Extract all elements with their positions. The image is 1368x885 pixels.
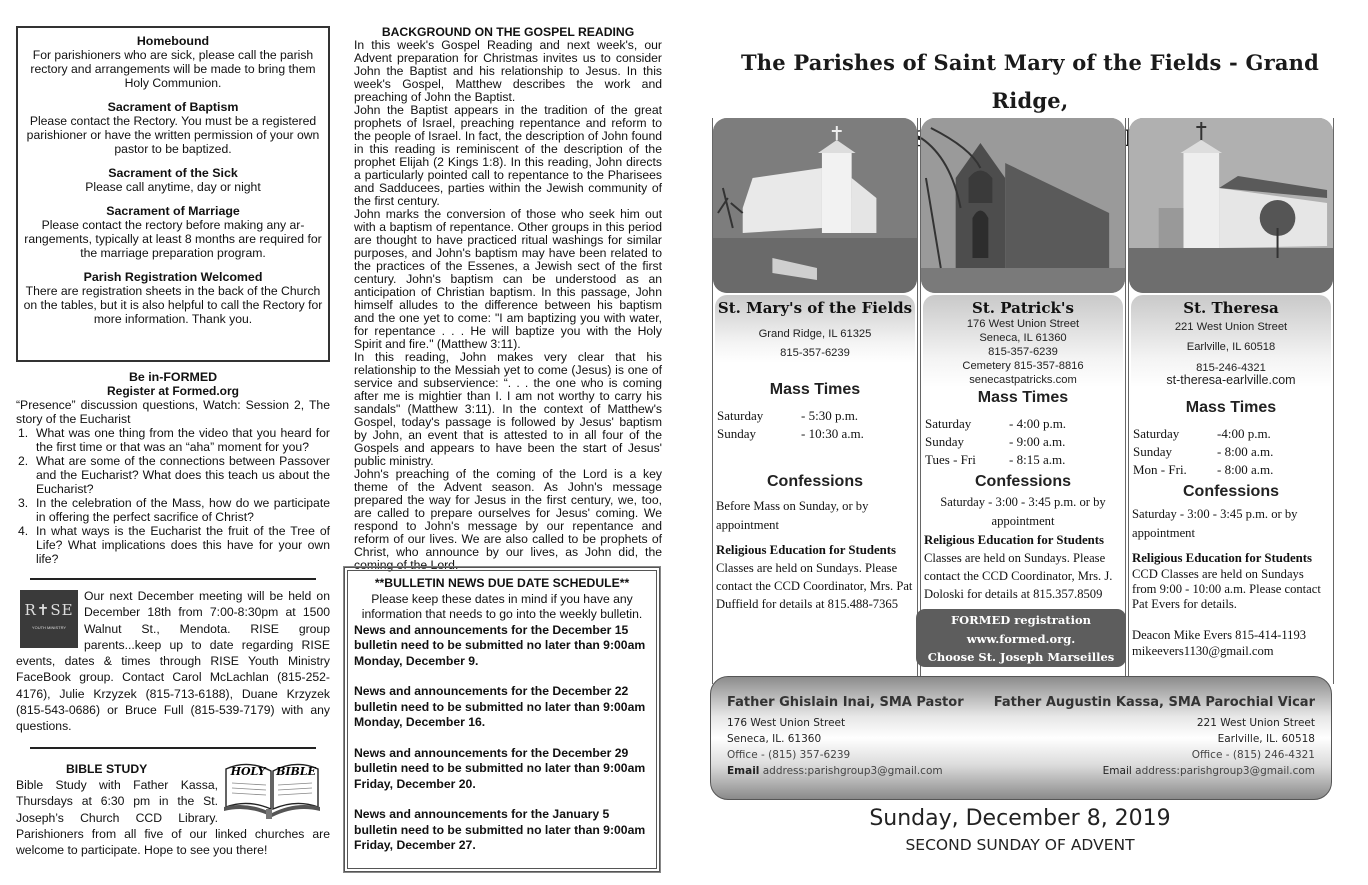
parish-phone: 815-246-4321 xyxy=(1196,362,1266,374)
mass-time: - 10:30 a.m. xyxy=(801,426,864,441)
divider xyxy=(30,578,316,580)
mass-day: Sunday xyxy=(925,434,964,449)
marriage-text: Please contact the rectory before making any ar-rangements, typically at least 8 months are required for the marriage preparation program. xyxy=(24,218,322,260)
church-icon xyxy=(921,118,1125,293)
church-icon xyxy=(1129,118,1333,293)
question-item xyxy=(16,426,330,454)
gospel-background-title: BACKGROUND ON THE GOSPEL READING xyxy=(381,25,635,39)
vicar-email[interactable]: address:parishgroup3@gmail.com xyxy=(1131,765,1315,777)
bulletin-title: **BULLETIN NEWS DUE DATE SCHEDULE** xyxy=(374,576,630,590)
pastor-street: 176 West Union Street xyxy=(727,717,846,729)
vicar-contact xyxy=(994,695,1315,779)
question-number: 4. xyxy=(18,524,29,538)
confessions-title: Confessions xyxy=(766,473,863,490)
religious-education-text: Classes are held on Sundays. Please contact the CCD Coordinator, Mrs. Pat Duffield for details at 815.488-7365 xyxy=(716,561,913,611)
parish-name-band xyxy=(923,295,1123,387)
parish-st-marys xyxy=(712,118,918,684)
question-text: In what ways is the Eucharist the fruit of the Tree of Life? What implications does this have for your own life? xyxy=(36,524,330,566)
mass-day: Saturday xyxy=(717,408,764,423)
st-patricks-church-photo xyxy=(921,118,1125,293)
deacon-contact: Deacon Mike Evers 815-414-1193 xyxy=(1132,628,1307,642)
homebound-text: For parishioners who are sick, please call the parish rectory and arrangements will be made to bring them Holy Communion. xyxy=(30,48,316,90)
formed-url[interactable]: www.formed.org. xyxy=(966,631,1076,646)
mass-times-title: Mass Times xyxy=(977,389,1069,406)
mass-day: Tues - Fri xyxy=(925,452,976,467)
mass-day: Saturday xyxy=(1133,426,1180,441)
question-text: What are some of the connections between Passover and the Eucharist? What does this teach us about the Eucharist? xyxy=(36,454,330,496)
confessions-text: Saturday - 3:00 - 3:45 p.m. or by appointment xyxy=(940,495,1106,528)
parish-name: St. Mary's of the Fields xyxy=(717,299,913,317)
rise-text: Our next December meeting will be held on December 18th from 7:00-8:30pm at 1500 Walnut St., Mendota. RISE group parents...keep up to date regarding RISE events, dates & times through RISE Youth Ministry FaceBook group. Contact Carol McLachlan (815-252-4176), Julie Krzyzek (815-713-6188), Duane Krzyzek (815-543-0686) or Bruce Full (815-539-7179) with any questions. xyxy=(16,589,330,734)
informed-subtitle: Register at Formed.org xyxy=(106,384,240,398)
question-text: In the celebration of the Mass, how do we participate in offering the perfect sacrifice of Christ? xyxy=(36,496,330,524)
confessions-text: Before Mass on Sunday, or by appointment xyxy=(716,499,869,532)
bulletin-deadline: News and announcements for the December 29 bulletin need to be submitted no later than 9:00am Friday, December 20. xyxy=(354,745,646,791)
mass-day: Mon - Fri. xyxy=(1133,462,1187,477)
parish-address: Grand Ridge, IL 61325 xyxy=(758,328,872,340)
parish-address: 176 West Union Street xyxy=(966,318,1080,330)
header-line-1: The Parishes of Saint Mary of the Fields - Grand Ridge, xyxy=(740,50,1320,113)
parish-name: St. Patrick's xyxy=(972,299,1074,317)
pastor-name: Father Ghislain Inai, SMA Pastor xyxy=(727,695,964,710)
rise-logo xyxy=(20,590,78,648)
parish-phone: 815-357-6239 xyxy=(988,346,1058,358)
bible-study-section xyxy=(16,761,330,859)
sick-title: Sacrament of the Sick xyxy=(108,166,238,180)
church-icon xyxy=(713,118,917,293)
st-marys-church-photo xyxy=(713,118,917,293)
question-number: 3. xyxy=(18,496,29,510)
baptism-title: Sacrament of Baptism xyxy=(107,100,239,114)
left-column xyxy=(16,26,330,858)
parish-website[interactable]: senecastpatricks.com xyxy=(969,374,1077,386)
mass-times-title: Mass Times xyxy=(769,381,861,398)
rise-logo-text: R✝SE xyxy=(24,601,74,620)
formed-line-1: FORMED registration xyxy=(950,613,1091,627)
mass-time-row xyxy=(717,425,917,443)
question-list xyxy=(16,426,330,566)
gospel-paragraph: In this week's Gospel Reading and next week's, our Advent preparation for Christmas invites us to consider John the Baptist and his relationship to Jesus. In this week's Gospel, Matthew describes the work and preaching of John the Baptist. xyxy=(354,38,662,104)
cemetery-phone: Cemetery 815-357-8816 xyxy=(962,360,1084,372)
baptism-text: Please contact the Rectory. You must be a registered parishioner or have the written permission of your own pastor to be baptized. xyxy=(26,114,320,156)
pastor-city: Seneca, IL. 61360 xyxy=(727,733,822,745)
bible-right-text: BIBLE xyxy=(276,764,316,778)
parish-phone: 815-357-6239 xyxy=(780,347,850,359)
mass-time: -4:00 p.m. xyxy=(1217,426,1271,441)
question-number: 2. xyxy=(18,454,29,468)
mass-day: Saturday xyxy=(925,416,972,431)
informed-intro: “Presence” discussion questions, Watch: Session 2, The story of the Eucharist xyxy=(16,398,330,426)
mass-time: - 5:30 p.m. xyxy=(801,408,859,423)
mass-day: Sunday xyxy=(1133,444,1172,459)
bulletin-deadline: News and announcements for the December 22 bulletin need to be submitted no later than 9:00am Monday, December 16. xyxy=(354,684,646,729)
parish-name: St. Theresa xyxy=(1183,299,1279,317)
vicar-city: Earlville, IL. 60518 xyxy=(1217,733,1315,745)
bulletin-deadline: News and announcements for the January 5 bulletin need to be submitted no later than 9:00am Friday, December 27. xyxy=(354,807,646,852)
question-item xyxy=(16,496,330,524)
marriage-title: Sacrament of Marriage xyxy=(106,204,240,218)
religious-education-text: Classes are held on Sundays. Please contact the CCD Coordinator, Mrs. J. Doloski for details at 815.357.8509 xyxy=(924,551,1113,601)
mass-time: - 8:00 a.m. xyxy=(1217,444,1274,459)
pastor-contact xyxy=(727,695,964,779)
bible-study-text: Bible Study with Father Kassa, Thursdays at 6:30 pm in the St. Joseph’s Church CCD Library. Parishioners from all five of our linked churches are welcome to participate. Hope to see you there! xyxy=(16,777,330,858)
mass-times-list xyxy=(921,415,1125,469)
mass-time: - 8:00 a.m. xyxy=(1217,462,1274,477)
bulletin-date: Sunday, December 8, 2019 xyxy=(869,806,1171,831)
rise-logo-subtext: YOUTH MINISTRY xyxy=(31,624,67,630)
mass-time-row xyxy=(925,451,1125,469)
confessions-title: Confessions xyxy=(974,473,1071,490)
gospel-paragraph: In this reading, John makes very clear that his relationship to the Messiah yet to come (Jesus) is one of service and subservience: “. . . the one who is coming after me is mightier than I. I am not worthy to carry his sandals" (Matthew 3:11). In the context of Matthew's Gospel, today's passage is followed by Jesus' baptism by John, an event that is attested to in all four of the Gospels and appears to have been the start of Jesus' public ministry. xyxy=(354,350,662,468)
bible-left-text: HOLY xyxy=(230,764,266,778)
mass-time-row xyxy=(1133,443,1333,461)
liturgical-occasion: SECOND SUNDAY OF ADVENT xyxy=(905,836,1135,854)
vicar-street: 221 West Union Street xyxy=(1196,717,1315,729)
mass-times-title: Mass Times xyxy=(1185,399,1277,416)
gospel-background-section xyxy=(354,26,662,572)
bulletin-deadline: News and announcements for the December 15 bulletin need to be submitted no later than 9:00am Monday, December 9. xyxy=(354,622,646,668)
vicar-name: Father Augustin Kassa, SMA Parochial Vicar xyxy=(993,695,1315,710)
gospel-paragraph: John marks the conversion of those who seek him out with a baptism of repentance. Other groups in this period are thought to have practiced ritual washings for similar purposes, and John's baptism may have been related to the practices of the Essenes, a Jewish sect of the first century. John's baptism can be understood as an anticipation of Christian baptism. In this passage, John himself alludes to the difference between his baptism and the one yet to come: "I am baptizing you with water, for repentance . . . He will baptize you with the Holy Spirit and fire." (Matthew 3:11). xyxy=(354,207,662,351)
mass-time-row xyxy=(925,415,1125,433)
sick-text: Please call anytime, day or night xyxy=(85,180,261,194)
email-label: Email xyxy=(1102,765,1132,777)
mass-day: Sunday xyxy=(717,426,756,441)
be-informed-section xyxy=(16,370,330,566)
rise-section xyxy=(16,588,330,735)
parish-city: Seneca, IL 61360 xyxy=(979,332,1067,344)
question-text: What was one thing from the video that you heard for the first time or that was an “aha” moment for you? xyxy=(36,426,330,454)
mass-time-row xyxy=(1133,461,1333,479)
email-label: Email xyxy=(727,765,760,777)
mass-time: - 9:00 a.m. xyxy=(1009,434,1066,449)
parish-address: 221 West Union Street xyxy=(1174,321,1288,333)
question-item xyxy=(16,454,330,496)
pastor-email[interactable]: address:parishgroup3@gmail.com xyxy=(759,765,943,777)
gospel-paragraph: John's preaching of the coming of the Lord is a key theme of the Advent season. As John's message prepared the way for Jesus in the first century, we, too, are called to prepare ourselves for Jesus' coming. We respond to John's message by our repentance and reform of our lives. We are also called to be prophets of Christ, who announce by our lives, as John did, the coming of the Lord. xyxy=(354,467,662,572)
vicar-office-phone: Office - (815) 246-4321 xyxy=(1191,749,1315,761)
bulletin-due-date-box xyxy=(344,567,660,872)
mass-time-row xyxy=(925,433,1125,451)
parish-city: Earlville, IL 60518 xyxy=(1186,341,1276,353)
pastor-office-phone: Office - (815) 357-6239 xyxy=(727,749,851,761)
question-item xyxy=(16,524,330,566)
question-number: 1. xyxy=(18,426,29,440)
formed-line-3: Choose St. Joseph Marseilles xyxy=(927,650,1115,664)
religious-education-text: CCD Classes are held on Sundays from 9:00 - 10:00 a.m. Please contact Pat Evers for details. xyxy=(1132,567,1321,611)
mass-time: - 4:00 p.m. xyxy=(1009,416,1067,431)
pastor-email-row xyxy=(727,763,964,779)
religious-education-title: Religious Education for Students xyxy=(716,543,897,557)
religious-education-title: Religious Education for Students xyxy=(924,533,1105,547)
registration-title: Parish Registration Welcomed xyxy=(83,270,263,284)
vicar-email-row xyxy=(994,763,1315,779)
homebound-title: Homebound xyxy=(136,34,210,48)
registration-text: There are registration sheets in the back of the Church on the tables, but it is also helpful to call the Rectory for more information. Thank you. xyxy=(23,284,323,326)
holy-bible-icon xyxy=(222,755,322,819)
mass-time: - 8:15 a.m. xyxy=(1009,452,1066,467)
parish-st-theresa xyxy=(1128,118,1334,684)
clergy-contact-box xyxy=(710,676,1332,800)
mass-time-row xyxy=(717,407,917,425)
mass-time-row xyxy=(1133,425,1333,443)
mass-times-list xyxy=(713,407,917,443)
parish-name-band xyxy=(715,295,915,363)
mass-times-list xyxy=(1129,425,1333,479)
confessions-title: Confessions xyxy=(1182,483,1279,500)
informed-title: Be in-FORMED xyxy=(128,370,218,384)
deacon-email[interactable]: mikeevers1130@gmail.com xyxy=(1132,644,1274,658)
gospel-paragraph: John the Baptist appears in the tradition of the great prophets of Israel, preaching repentance and reform to the people of Israel. In fact, the description of John found in this reading is reminiscent of the description of the prophet Elijah (2 Kings 1:8). In this reading, John directs a particularly pointed call to repentance to the Pharisees and Sadducees, parties within the Jewish community of the first century. xyxy=(354,103,662,208)
parish-website[interactable]: st-theresa-earlville.com xyxy=(1166,373,1296,387)
formed-registration-box[interactable] xyxy=(916,609,1126,667)
st-theresa-church-photo xyxy=(1129,118,1333,293)
confessions-text: Saturday - 3:00 - 3:45 p.m. or by appointment xyxy=(1132,507,1298,540)
parish-st-patricks xyxy=(920,118,1126,684)
religious-education-title: Religious Education for Students xyxy=(1132,551,1313,565)
divider xyxy=(30,747,316,749)
bible-study-title: BIBLE STUDY xyxy=(66,761,148,776)
sacraments-box xyxy=(16,26,330,362)
parish-name-band xyxy=(1131,295,1331,387)
bulletin-intro: Please keep these dates in mind if you have any information that needs to go into the weekly bulletin. xyxy=(361,591,643,621)
